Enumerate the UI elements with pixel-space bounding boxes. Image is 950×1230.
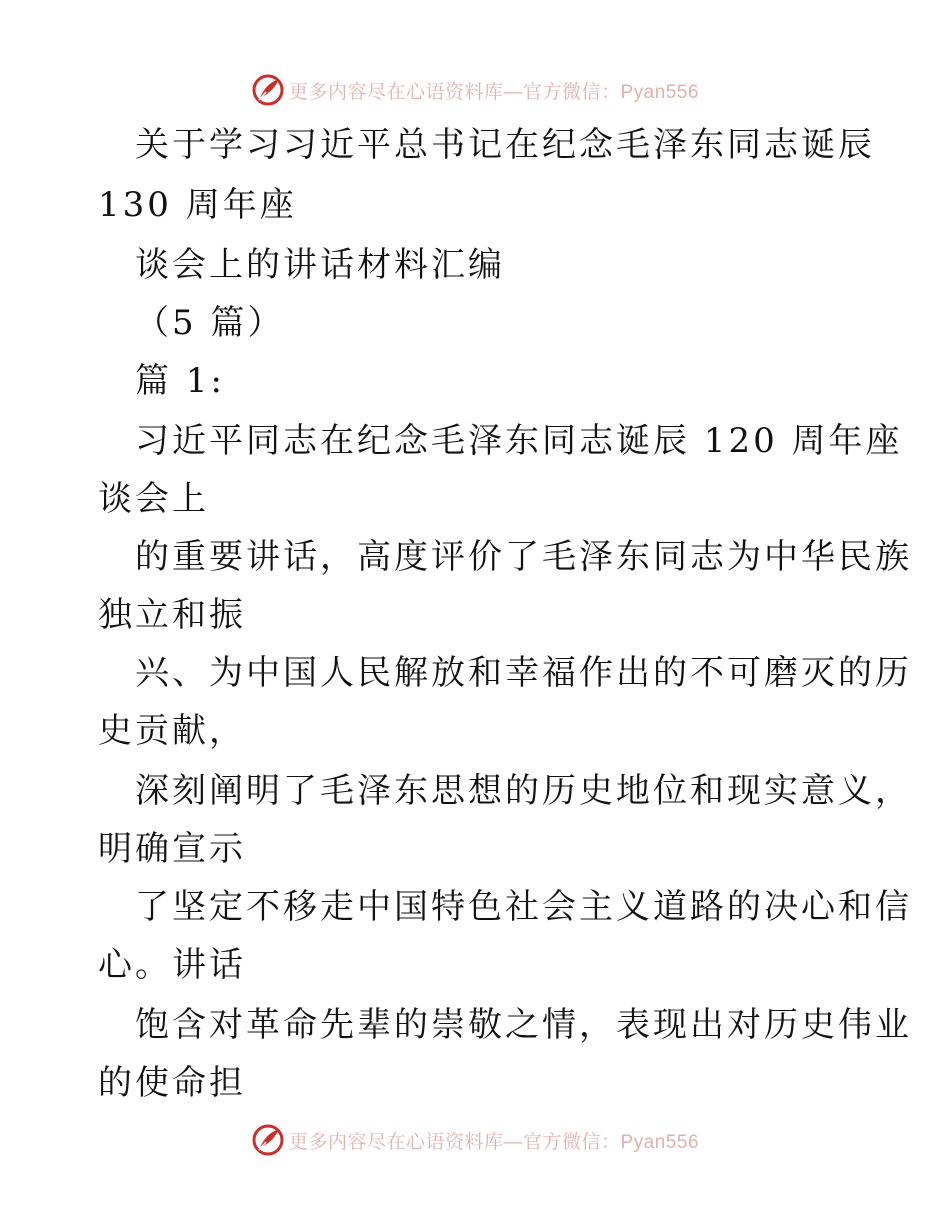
text-line: 了坚定不移走中国特色社会主义道路的决心和信: [135, 887, 912, 927]
text-line: 130 周年座: [98, 185, 297, 225]
text-line: 深刻阐明了毛泽东思想的历史地位和现实意义，: [135, 771, 912, 811]
text-line: 的使命担: [98, 1063, 246, 1103]
text-line: 明确宣示: [98, 829, 246, 869]
text-line: 篇 1:: [135, 361, 225, 401]
text-line: 谈会上的讲话材料汇编: [135, 245, 505, 285]
text-line: 心。讲话: [98, 945, 246, 985]
text-line: 关于学习习近平总书记在纪念毛泽东同志诞辰: [135, 125, 875, 165]
text-line: 独立和振: [98, 595, 246, 635]
footer-watermark: [0, 1120, 950, 1160]
text-line: 饱含对革命先辈的崇敬之情，表现出对历史伟业: [135, 1005, 912, 1045]
feather-pen-logo-icon: [251, 73, 285, 107]
text-line: 的重要讲话，高度评价了毛泽东同志为中华民族: [135, 537, 912, 577]
text-line: 谈会上: [98, 479, 209, 519]
feather-pen-logo-icon: [251, 1123, 285, 1157]
text-line: 史贡献，: [98, 711, 246, 751]
text-line: 兴、为中国人民解放和幸福作出的不可磨灭的历: [135, 653, 912, 693]
text-line: （5 篇）: [135, 303, 285, 343]
watermark-text: 更多内容尽在心语资料库—官方微信：Pyan556: [288, 1131, 699, 1153]
text-line: 习近平同志在纪念毛泽东同志诞辰 120 周年座: [135, 421, 903, 461]
header-watermark: [0, 70, 950, 110]
watermark-text: 更多内容尽在心语资料库—官方微信：Pyan556: [288, 81, 699, 103]
